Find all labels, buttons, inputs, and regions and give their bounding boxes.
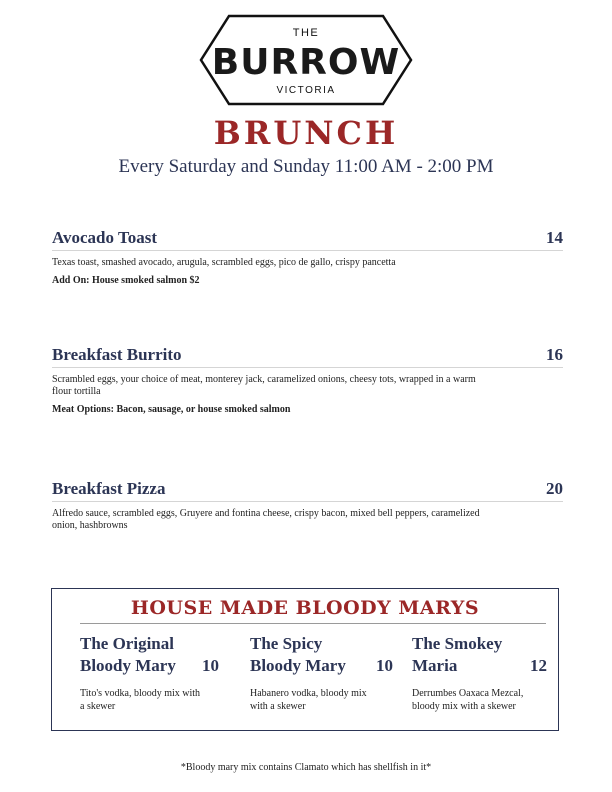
menu-item-add-on: Add On: House smoked salmon $2 [52,275,200,286]
drink-name [250,633,395,677]
menu-item-price: 20 [546,479,563,498]
menu-item-description: Alfredo sauce, scrambled eggs, Gruyere and fontina cheese, crispy bacon, mixed bell peppers, caramelized onion, hashbrowns [52,508,480,531]
drink-original-bloody-mary [80,633,225,713]
menu-item-header [52,345,563,368]
logo-the: THE [292,27,320,39]
menu-item-price: 16 [546,345,563,364]
drink-name [80,633,225,677]
logo-name: BURROW [211,42,401,83]
drink-description: Habanero vodka, bloody mix with a skewer [250,688,367,712]
menu-item-name: Breakfast Burrito [52,345,182,364]
drink-name-line1: The Spicy [250,634,323,653]
menu-item-description: Scrambled eggs, your choice of meat, monterey jack, caramelized onions, cheesy tots, wrapped in a warm flour tortilla [52,374,476,397]
menu-item-header [52,479,563,502]
drink-price: 10 [202,656,219,675]
menu-item-price: 14 [546,228,563,247]
drink-price: 12 [530,656,547,675]
section-divider [80,623,546,624]
burrow-logo [199,14,413,106]
menu-item-breakfast-burrito [52,345,563,415]
drink-smokey-maria [412,633,557,713]
drink-name [412,633,557,677]
drink-price: 10 [376,656,393,675]
drink-name-line2: Bloody Mary [250,656,346,675]
menu-item-avocado-toast [52,228,563,286]
menu-item-description: Texas toast, smashed avocado, arugula, scrambled eggs, pico de gallo, crispy pancetta [52,257,396,268]
menu-item-name: Avocado Toast [52,228,158,247]
drink-name-line2: Maria [412,656,458,675]
drink-name-line1: The Original [80,634,174,653]
drink-name-line2: Bloody Mary [80,656,176,675]
menu-item-header [52,228,563,251]
drink-spicy-bloody-mary [250,633,395,713]
bloody-marys-section [51,588,559,731]
logo-city: VICTORIA [276,85,336,96]
page-title: BRUNCH [213,114,399,152]
menu-item-meat-options: Meat Options: Bacon, sausage, or house smoked salmon [52,404,291,415]
allergy-footnote: *Bloody mary mix contains Clamato which has shellfish in it* [180,762,432,773]
drink-description: Tito's vodka, bloody mix with a skewer [80,688,201,712]
schedule-subtitle: Every Saturday and Sunday 11:00 AM - 2:00 PM [118,156,494,177]
menu-item-name: Breakfast Pizza [52,479,166,498]
drink-name-line1: The Smokey [412,634,503,653]
drink-description: Derrumbes Oaxaca Mezcal, bloody mix with a skewer [412,688,524,712]
bloody-marys-title: HOUSE MADE BLOODY MARYS [130,597,480,619]
menu-item-breakfast-pizza [52,479,563,532]
